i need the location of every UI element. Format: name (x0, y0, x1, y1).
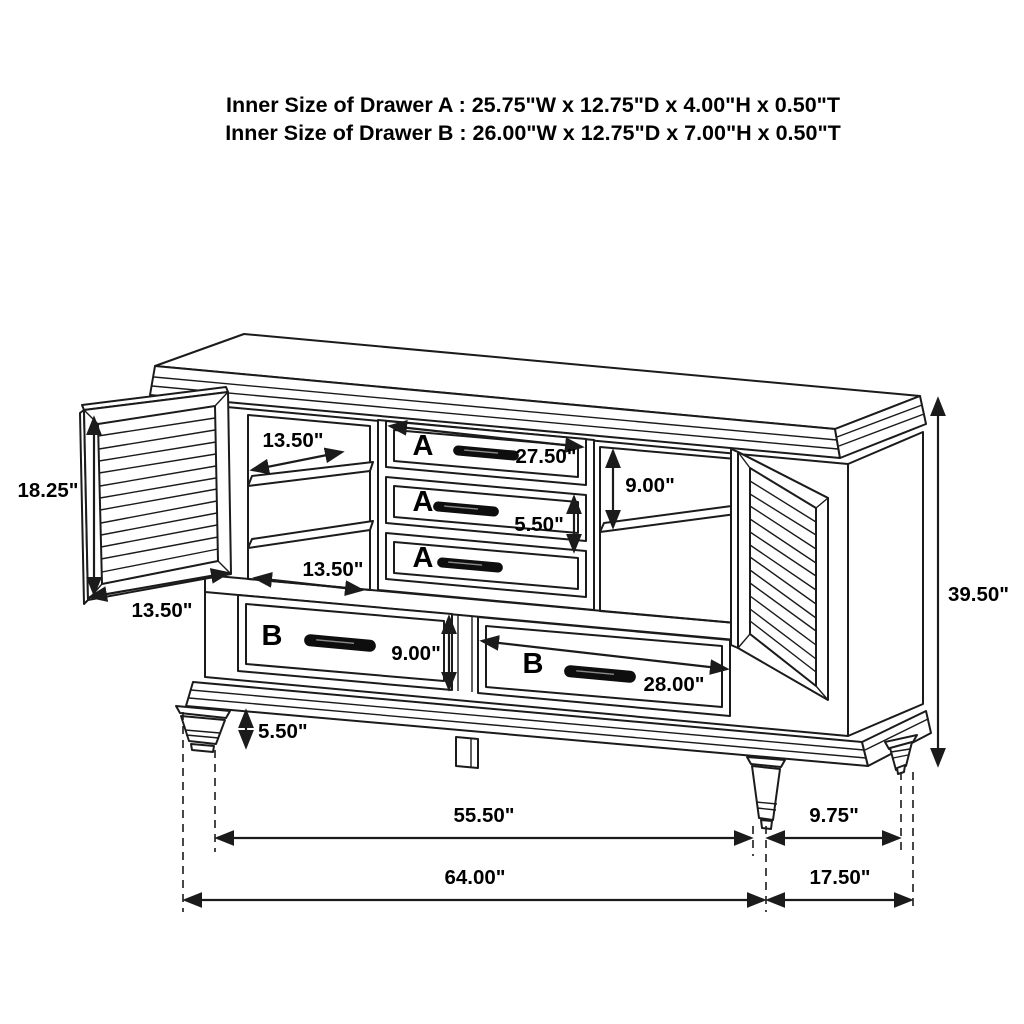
right-door-hinge-edge (731, 449, 738, 648)
front-left-leg (176, 706, 230, 752)
overall-width-label: 64.00" (444, 866, 506, 889)
left-door-width-label: 13.50" (131, 599, 193, 622)
left-compartment-width-top-label: 13.50" (262, 429, 324, 452)
side-leg-span-label: 9.75" (809, 804, 859, 827)
drawer-b-height-label: 9.00" (391, 642, 441, 665)
drawer-a3-marker: A (412, 542, 434, 574)
drawer-a2-marker: A (412, 486, 434, 518)
carcass-right-side (848, 432, 923, 736)
overall-depth-label: 17.50" (809, 866, 871, 889)
right-compartment-height-label: 9.00" (625, 474, 675, 497)
drawer-b2-marker: B (522, 648, 544, 680)
header-note (225, 93, 841, 145)
drawer-a-width-label: 27.50" (515, 445, 577, 468)
drawer-a1-marker: A (412, 430, 434, 462)
drawer-b1-marker: B (261, 620, 283, 652)
left-louvered-door (80, 387, 231, 604)
left-door-height-label: 18.25" (17, 479, 79, 502)
front-leg-span-label: 55.50" (453, 804, 515, 827)
leg-height-label: 5.50" (258, 720, 308, 743)
drawer-b-width-label: 28.00" (643, 673, 705, 696)
dresser-drawing (80, 334, 931, 829)
center-front-post (456, 737, 478, 768)
drawer-a-height-label: 5.50" (514, 513, 564, 536)
front-right-leg (747, 757, 785, 829)
header-line-drawer-a: Inner Size of Drawer A : 25.75"W x 12.75"D x 4.00"H x 0.50"T (226, 93, 840, 117)
header-line-drawer-b: Inner Size of Drawer B : 26.00"W x 12.75"D x 7.00"H x 0.50"T (225, 121, 841, 145)
overall-height-label: 39.50" (948, 583, 1010, 606)
left-compartment-width-bottom-label: 13.50" (302, 558, 364, 581)
